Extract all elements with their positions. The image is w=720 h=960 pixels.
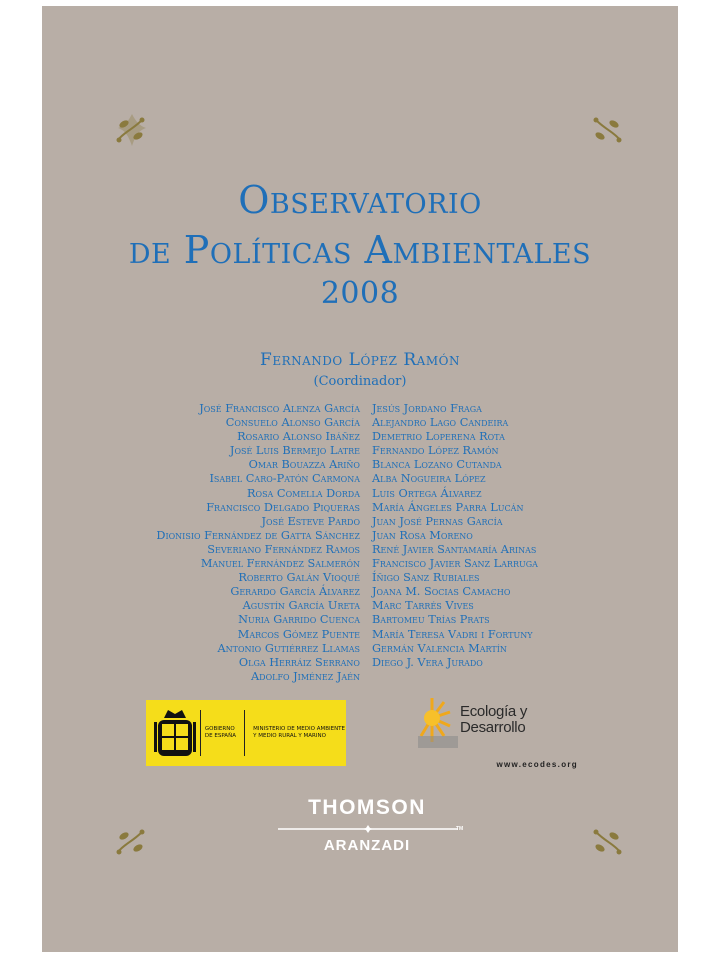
author-name: Juan Rosa Moreno (372, 528, 473, 542)
author-name: Roberto Galán Vioqué (238, 571, 360, 585)
author-name: Germán Valencia Martín (372, 641, 507, 655)
author-name: Omar Bouazza Ariño (248, 458, 360, 472)
government-logo (146, 700, 346, 766)
author-name: Gerardo García Álvarez (230, 585, 360, 599)
ecodes-website: www.ecodes.org (496, 760, 578, 769)
author-name: Fernando López Ramón (372, 444, 499, 458)
book-title-line2: de Políticas Ambientales (128, 228, 592, 272)
author-name: Adolfo Jiménez Jaén (251, 669, 360, 683)
author-name: Joana M. Socias Camacho (372, 585, 511, 599)
author-name: José Luis Bermejo Latre (229, 444, 360, 458)
author-name: Manuel Fernández Salmerón (200, 557, 360, 571)
author-name: Nuria Garrido Cuenca (238, 613, 360, 627)
author-name: Marcos Gómez Puente (237, 627, 360, 641)
author-name: Diego J. Vera Jurado (372, 655, 483, 669)
coordinator-name: Fernando López Ramón (260, 350, 460, 370)
author-name: Consuelo Alonso García (225, 416, 360, 430)
fleuron-ornament-icon (112, 110, 152, 150)
author-name: Antonio Gutiérrez Llamas (217, 641, 360, 655)
author-name: María Ángeles Parra Lucán (372, 500, 524, 514)
author-name: Bartomeu Trías Prats (372, 613, 490, 627)
author-name: María Teresa Vadri i Fortuny (372, 627, 533, 641)
author-name: José Francisco Alenza García (199, 402, 360, 415)
author-name: José Esteve Pardo (261, 514, 360, 528)
author-name: Rosa Comella Dorda (247, 486, 360, 500)
author-name: Francisco Javier Sanz Larruga (372, 557, 538, 571)
book-cover (42, 6, 678, 952)
publisher-name: THOMSON (308, 796, 426, 819)
author-name: Juan José Pernas García (372, 514, 503, 528)
author-name: Dionisio Fernández de Gatta Sánchez (156, 528, 360, 542)
logo-divider (244, 710, 245, 756)
author-name: Rosario Alonso Ibáñez (237, 430, 360, 444)
publisher-logo (272, 796, 472, 866)
fleuron-ornament-icon (112, 822, 152, 862)
ecologia-desarrollo-name: Ecología y Desarrollo (460, 703, 528, 736)
book-year: 2008 (320, 276, 400, 311)
author-name: Blanca Lozano Cutanda (372, 458, 502, 472)
trademark-mark: TM (456, 826, 464, 832)
coordinator-role: (Coordinador) (313, 374, 407, 389)
coat-of-arms-icon (154, 706, 196, 760)
author-name: Jesús Jordano Fraga (372, 402, 482, 415)
authors-list-right (372, 402, 538, 670)
publisher-imprint: ARANZADI (323, 837, 411, 854)
author-name: Alba Nogueira López (372, 472, 486, 486)
ecologia-desarrollo-logo (418, 696, 578, 776)
government-label: GOBIERNO DE ESPAÑA (204, 726, 236, 739)
fleuron-ornament-icon (586, 822, 626, 862)
fleuron-ornament-icon (586, 110, 626, 150)
author-name: Isabel Caro-Patón Carmona (209, 472, 360, 486)
author-name: Severiano Fernández Ramos (207, 542, 360, 556)
book-title-line1: Observatorio (238, 178, 482, 222)
author-name: Agustín García Ureta (242, 599, 360, 613)
star-line-icon (278, 825, 458, 833)
author-name: Marc Tarrés Vives (372, 599, 474, 613)
ministry-label: MINISTERIO DE MEDIO AMBIENTE Y MEDIO RURAL Y MARINO (253, 726, 346, 739)
author-name: Olga Herráiz Serrano (238, 655, 360, 669)
authors-list-left (156, 402, 360, 684)
logo-divider (200, 710, 201, 756)
author-name: Francisco Delgado Piqueras (206, 500, 360, 514)
author-name: Luis Ortega Álvarez (372, 486, 482, 500)
author-name: Demetrio Loperena Rota (372, 430, 505, 444)
author-name: Íñigo Sanz Rubiales (372, 571, 480, 585)
author-name: René Javier Santamaría Arinas (372, 542, 537, 556)
author-name: Alejandro Lago Candeira (372, 416, 509, 430)
